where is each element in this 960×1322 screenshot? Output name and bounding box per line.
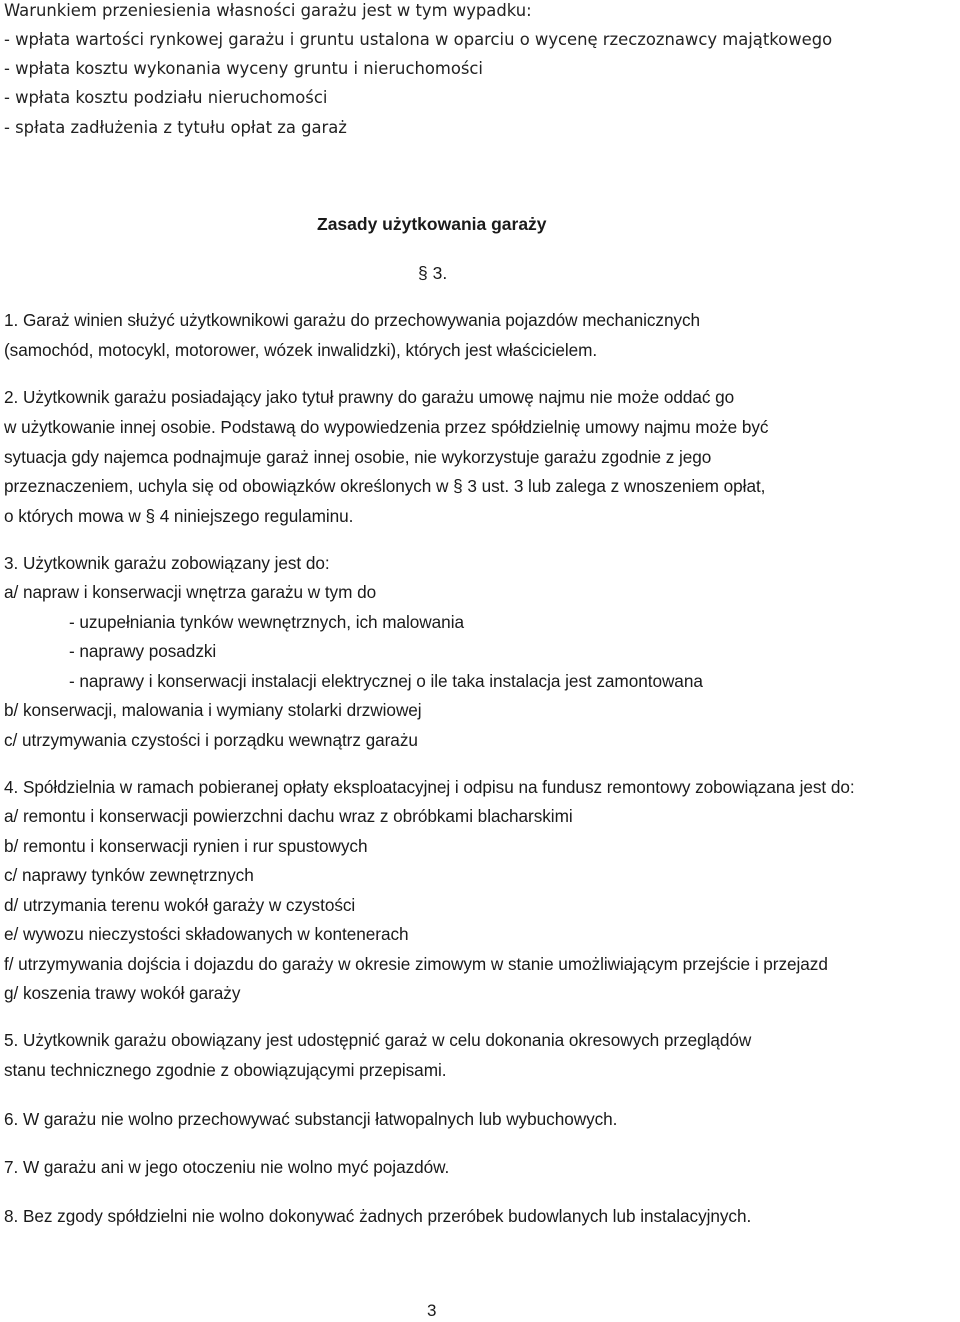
paragraph-2-line-5: o których mowa w § 4 niniejszego regulaminu. <box>4 506 354 526</box>
intro-line-valuation-cost: - wpłata kosztu wykonania wyceny gruntu i nieruchomości <box>4 59 483 78</box>
paragraph-1-line-2: (samochód, motocykl, motorower, wózek inwalidzki), których jest właścicielem. <box>4 340 598 360</box>
paragraph-4-item-c: c/ naprawy tynków zewnętrznych <box>4 865 254 885</box>
paragraph-2-line-4: przeznaczeniem, uchyla się od obowiązków określonych w § 3 ust. 3 lub zalega z wnoszeniem opłat, <box>4 476 766 496</box>
section-number: § 3. <box>418 263 448 283</box>
intro-line-debt-repayment: - spłata zadłużenia z tytułu opłat za garaż <box>4 118 347 137</box>
paragraph-6: 6. W garażu nie wolno przechowywać substancji łatwopalnych lub wybuchowych. <box>4 1109 618 1129</box>
paragraph-5-line-1: 5. Użytkownik garażu obowiązany jest udostępnić garaż w celu dokonania okresowych przeglądów <box>4 1030 752 1050</box>
paragraph-3-item-c: c/ utrzymywania czystości i porządku wewnątrz garażu <box>4 730 418 750</box>
paragraph-3-item-a: a/ napraw i konserwacji wnętrza garażu w tym do <box>4 582 377 602</box>
page-number: 3 <box>427 1301 437 1320</box>
paragraph-4-item-e: e/ wywozu nieczystości składowanych w kontenerach <box>4 924 409 944</box>
paragraph-4-item-a: a/ remontu i konserwacji powierzchni dachu wraz z obróbkami blacharskimi <box>4 806 573 826</box>
paragraph-7: 7. W garażu ani w jego otoczeniu nie wolno myć pojazdów. <box>4 1157 450 1177</box>
intro-line-division-cost: - wpłata kosztu podziału nieruchomości <box>4 88 328 107</box>
paragraph-2-line-3: sytuacja gdy najemca podnajmuje garaż innej osobie, nie wykorzystuje garażu zgodnie z jego <box>4 447 712 467</box>
paragraph-2-line-1: 2. Użytkownik garażu posiadający jako tytuł prawny do garażu umowę najmu nie może oddać go <box>4 387 735 407</box>
paragraph-3-subitem-floor: - naprawy posadzki <box>69 641 217 661</box>
paragraph-4-line-1: 4. Spółdzielnia w ramach pobieranej opłaty eksploatacyjnej i odpisu na fundusz remontowy zobowiązana jest do: <box>4 777 855 797</box>
paragraph-3-subitem-plaster: - uzupełniania tynków wewnętrznych, ich malowania <box>69 612 464 632</box>
paragraph-1-line-1: 1. Garaż winien służyć użytkownikowi garażu do przechowywania pojazdów mechanicznych <box>4 310 701 330</box>
paragraph-4-item-b: b/ remontu i konserwacji rynien i rur spustowych <box>4 836 368 856</box>
paragraph-5-line-2: stanu technicznego zgodnie z obowiązującymi przepisami. <box>4 1060 447 1080</box>
section-heading: Zasady użytkowania garaży <box>317 214 547 234</box>
paragraph-3-line-1: 3. Użytkownik garażu zobowiązany jest do: <box>4 553 330 573</box>
intro-line-market-value: - wpłata wartości rynkowej garażu i gruntu ustalona w oparciu o wycenę rzeczoznawcy majątkowego <box>4 30 833 49</box>
paragraph-8: 8. Bez zgody spółdzielni nie wolno dokonywać żadnych przeróbek budowlanych lub instalacyjnych. <box>4 1206 752 1226</box>
paragraph-4-item-g: g/ koszenia trawy wokół garaży <box>4 983 241 1003</box>
intro-line-condition: Warunkiem przeniesienia własności garażu jest w tym wypadku: <box>4 1 532 20</box>
paragraph-3-subitem-electrical: - naprawy i konserwacji instalacji elektrycznej o ile taka instalacja jest zamontowana <box>69 671 703 691</box>
paragraph-4-item-d: d/ utrzymania terenu wokół garaży w czystości <box>4 895 356 915</box>
paragraph-2-line-2: w użytkowanie innej osobie. Podstawą do wypowiedzenia przez spółdzielnię umowy najmu może być <box>4 417 769 437</box>
paragraph-3-item-b: b/ konserwacji, malowania i wymiany stolarki drzwiowej <box>4 700 422 720</box>
paragraph-4-item-f: f/ utrzymywania dojścia i dojazdu do garaży w okresie zimowym w stanie umożliwiającym przejście i przejazd <box>4 954 828 974</box>
